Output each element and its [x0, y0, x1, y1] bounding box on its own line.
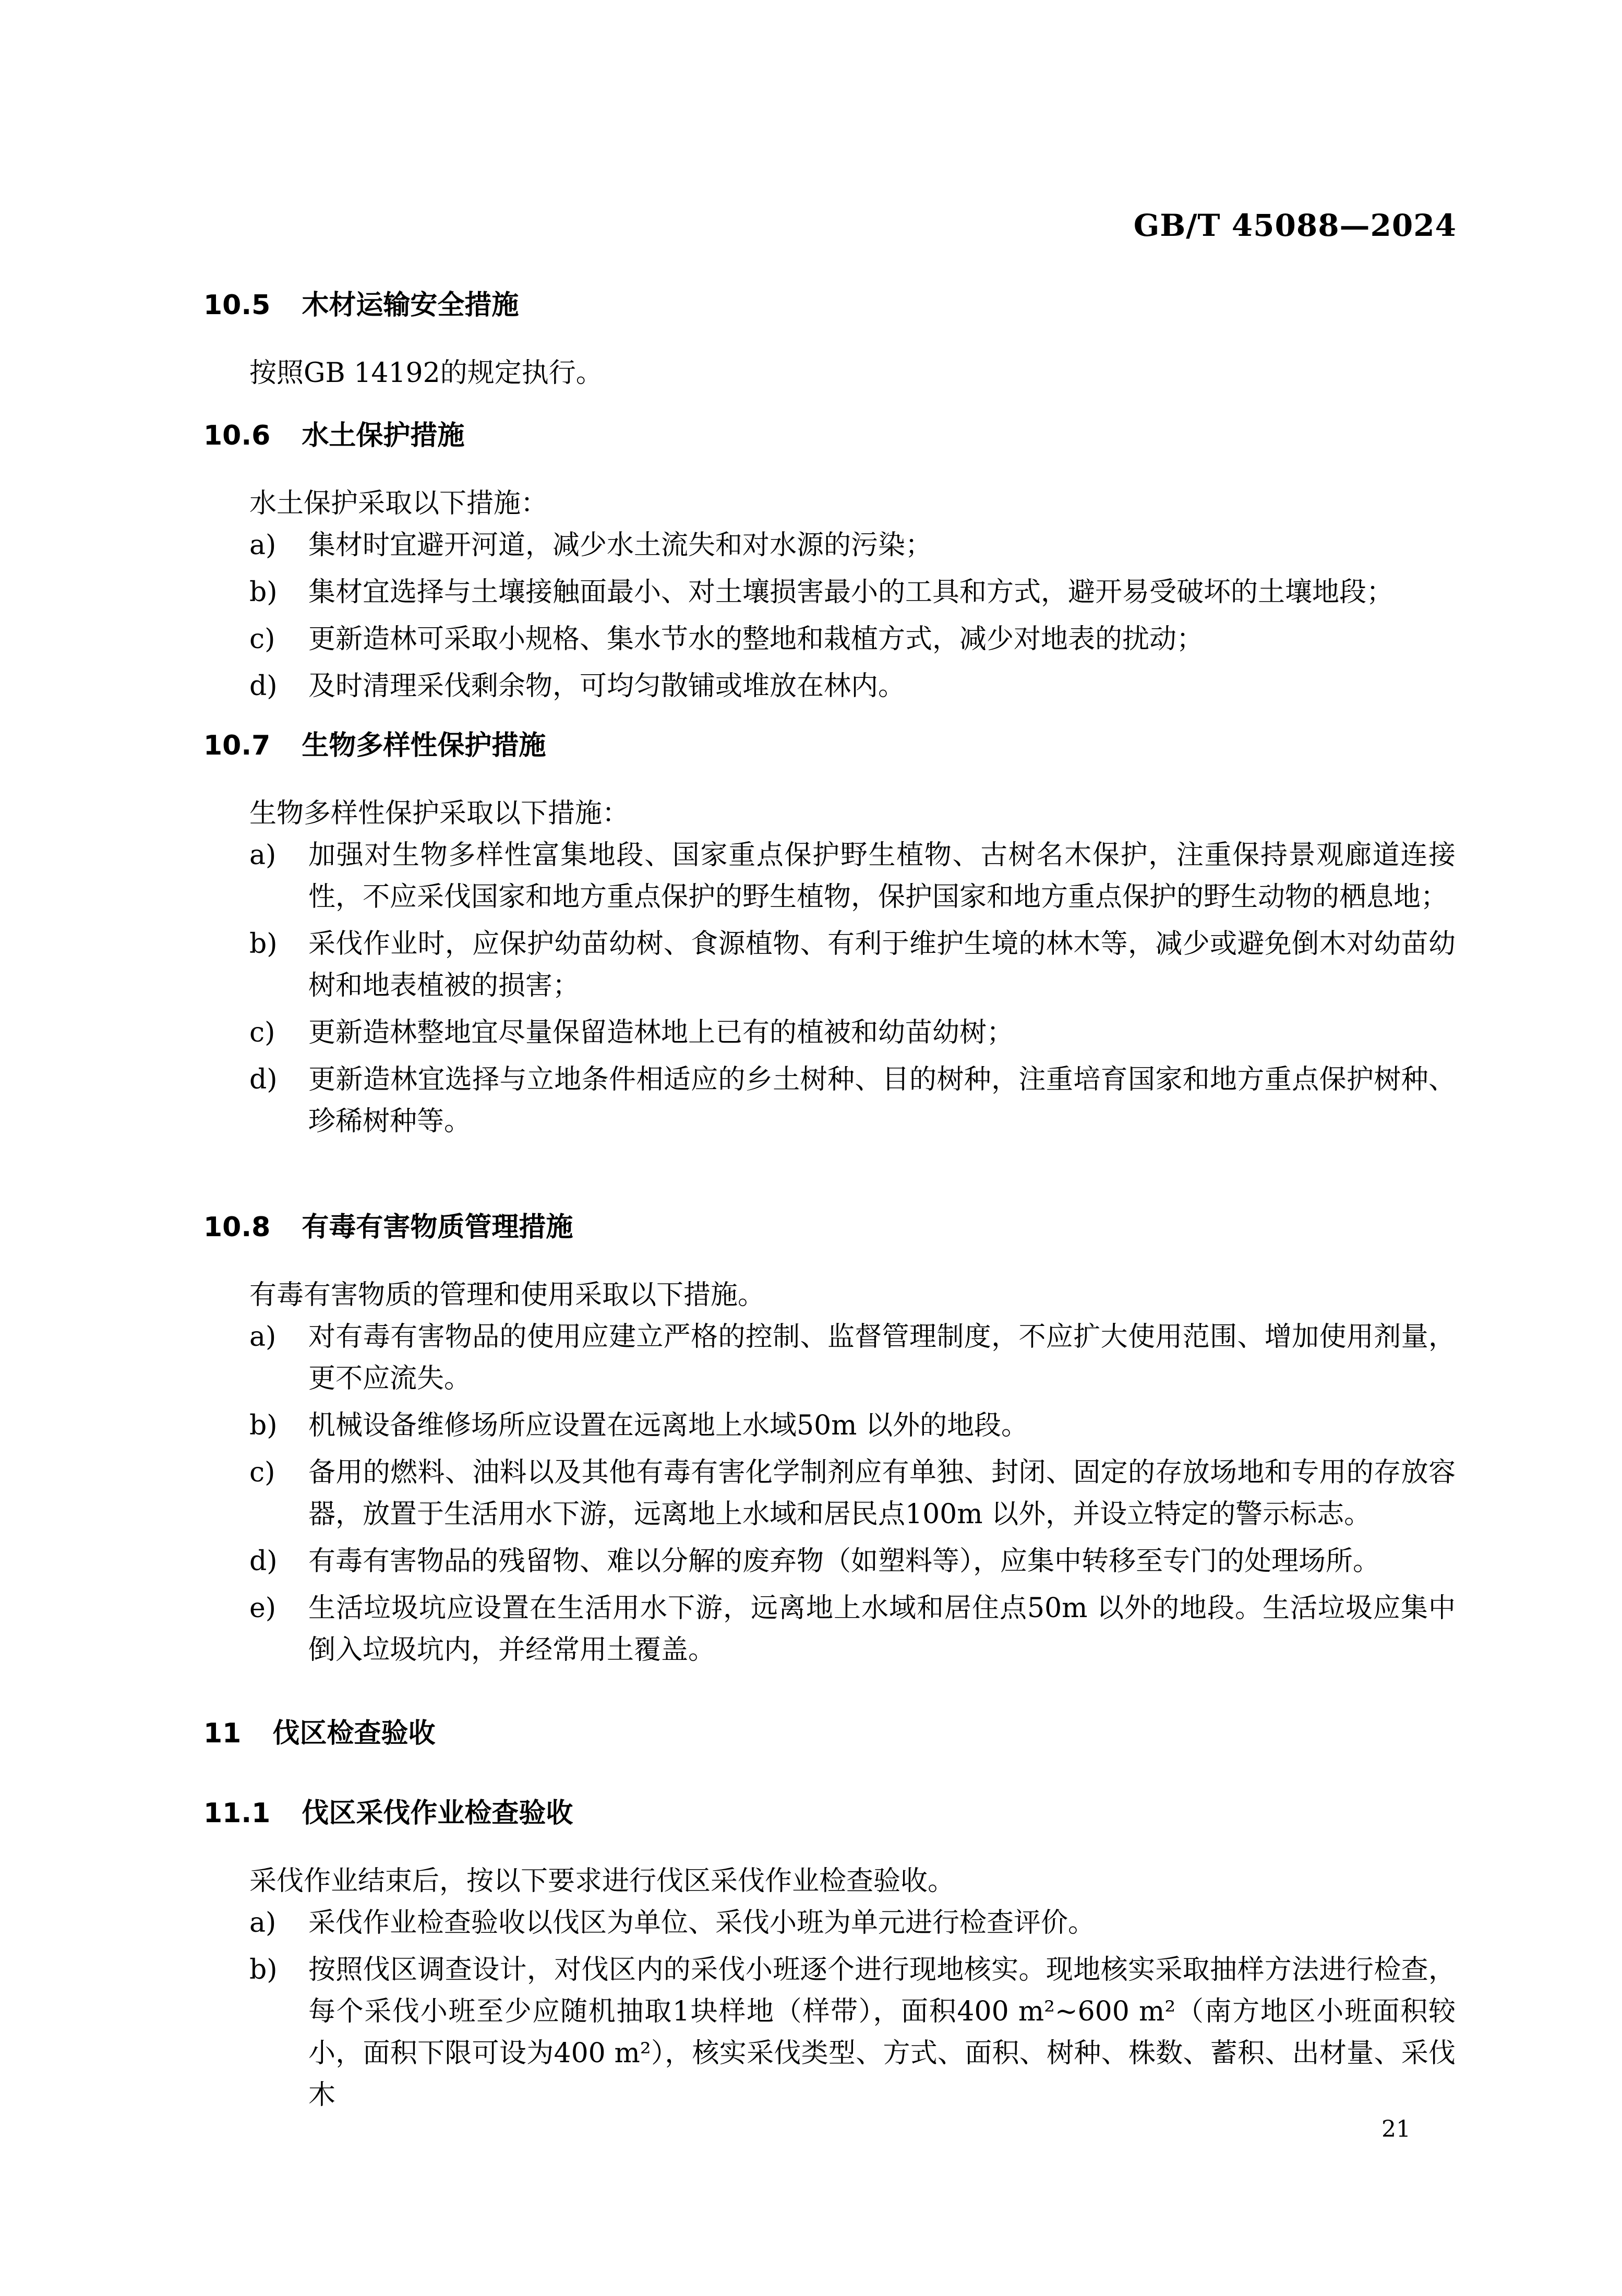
section-intro: 采伐作业结束后，按以下要求进行伐区采伐作业检查验收。 — [249, 1866, 955, 1897]
list-item-label: b) — [249, 928, 278, 960]
list-item — [203, 1587, 1456, 1671]
list-item-text: 及时清理采伐剩余物，可均匀散铺或堆放在林内。 — [308, 671, 906, 702]
section-heading — [203, 1713, 1456, 1754]
section-10-5 — [203, 284, 1456, 394]
list-item-text: 集材时宜避开河道，减少水土流失和对水源的污染； — [308, 530, 933, 561]
section-10-7 — [203, 725, 1456, 1147]
list-item — [203, 1452, 1456, 1535]
list-item-text: 机械设备维修场所应设置在远离地上水域50m 以外的地段。 — [308, 1410, 1029, 1441]
list-item — [203, 665, 1456, 707]
section-11 — [203, 1713, 1456, 1780]
list-item-text: 生活垃圾坑应设置在生活用水下游，远离地上水域和居住点50m 以外的地段。生活垃圾应集中倒入垃圾坑内，并经常用土覆盖。 — [308, 1593, 1456, 1666]
list-item-label: a) — [249, 530, 277, 561]
list-item-label: a) — [249, 840, 277, 871]
section-heading — [203, 1206, 1456, 1248]
section-heading — [203, 1792, 1456, 1834]
list-item-label: a) — [249, 1321, 277, 1353]
section-heading — [203, 284, 1456, 326]
list-item — [203, 1405, 1456, 1446]
list-item — [203, 618, 1456, 660]
list-item-text: 采伐作业检查验收以伐区为单位、采伐小班为单元进行检查评价。 — [308, 1907, 1096, 1939]
list-item-text: 采伐作业时，应保护幼苗幼树、食源植物、有利于维护生境的林木等，减少或避免倒木对幼苗幼树和地表植被的损害； — [308, 928, 1456, 1001]
list-item-label: c) — [249, 1457, 275, 1488]
list-item-label: a) — [249, 1907, 277, 1939]
section-number: 11.1 — [203, 1798, 271, 1829]
list-item — [203, 1902, 1456, 1944]
list-item-label: e) — [249, 1593, 277, 1624]
section-intro: 水土保护采取以下措施： — [249, 488, 548, 519]
list-item — [203, 1316, 1456, 1400]
list-item-text: 更新造林宜选择与立地条件相适应的乡土树种、目的树种，注重培育国家和地方重点保护树种、珍稀树种等。 — [308, 1064, 1456, 1137]
list-item-text: 集材宜选择与土壤接触面最小、对土壤损害最小的工具和方式，避开易受破坏的土壤地段； — [308, 577, 1394, 608]
list-item-text: 更新造林可采取小规格、集水节水的整地和栽植方式，减少对地表的扰动； — [308, 624, 1204, 655]
list-item-text: 有毒有害物品的残留物、难以分解的废弃物（如塑料等），应集中转移至专门的处理场所。 — [308, 1546, 1380, 1577]
list-item-label: d) — [249, 1064, 278, 1095]
page-number: 21 — [1381, 2116, 1411, 2143]
section-heading — [203, 725, 1456, 767]
section-title: 生物多样性保护措施 — [302, 730, 546, 761]
list-item — [203, 1540, 1456, 1582]
section-number: 10.5 — [203, 290, 271, 321]
section-title: 伐区检查验收 — [272, 1718, 436, 1749]
list-item — [203, 834, 1456, 918]
list-item-label: d) — [249, 671, 278, 702]
section-number: 10.8 — [203, 1212, 271, 1243]
section-intro: 按照GB 14192的规定执行。 — [249, 357, 603, 389]
list-item-text: 按照伐区调查设计，对伐区内的采伐小班逐个进行现地核实。现地核实采取抽样方法进行检查，每个采伐小班至少应随机抽取1块样地（样带），面积400 m²~600 m²（南方地区小班面积较小，面积下限可设为400 m²），核实采伐类型、方式、面积、树种、株数、蓄积、出材量、采伐木 — [308, 1954, 1456, 2111]
item-list — [203, 1316, 1456, 1671]
list-item — [203, 1012, 1456, 1054]
section-intro: 有毒有害物质的管理和使用采取以下措施。 — [249, 1279, 765, 1311]
section-10-8 — [203, 1206, 1456, 1676]
list-item-label: d) — [249, 1546, 278, 1577]
section-title: 木材运输安全措施 — [302, 290, 519, 321]
list-item-label: c) — [249, 1017, 275, 1048]
list-item-label: c) — [249, 624, 275, 655]
list-item-label: b) — [249, 1954, 278, 1986]
list-item — [203, 1949, 1456, 2116]
list-item — [203, 923, 1456, 1007]
list-item-label: b) — [249, 1410, 278, 1441]
item-list — [203, 524, 1456, 707]
item-list — [203, 834, 1456, 1142]
list-item — [203, 571, 1456, 613]
list-item-label: b) — [249, 577, 278, 608]
list-item — [203, 524, 1456, 566]
section-11-1 — [203, 1792, 1456, 2121]
section-title: 有毒有害物质管理措施 — [302, 1212, 573, 1243]
section-title: 水土保护措施 — [302, 420, 465, 451]
section-10-6 — [203, 415, 1456, 712]
item-list — [203, 1902, 1456, 2116]
list-item-text: 更新造林整地宜尽量保留造林地上已有的植被和幼苗幼树； — [308, 1017, 1014, 1048]
list-item-text: 对有毒有害物品的使用应建立严格的控制、监督管理制度，不应扩大使用范围、增加使用剂量，更不应流失。 — [308, 1321, 1456, 1394]
section-number: 10.6 — [203, 420, 271, 451]
section-heading — [203, 415, 1456, 457]
section-number: 11 — [203, 1718, 242, 1749]
list-item — [203, 1059, 1456, 1142]
list-item-text: 加强对生物多样性富集地段、国家重点保护野生植物、古树名木保护，注重保持景观廊道连接性，不应采伐国家和地方重点保护的野生植物，保护国家和地方重点保护的野生动物的栖息地； — [308, 840, 1456, 913]
standard-number-header: GB/T 45088—2024 — [1133, 208, 1457, 243]
section-intro: 生物多样性保护采取以下措施： — [249, 798, 630, 829]
section-number: 10.7 — [203, 730, 271, 761]
list-item-text: 备用的燃料、油料以及其他有毒有害化学制剂应有单独、封闭、固定的存放场地和专用的存放容器，放置于生活用水下游，远离地上水域和居民点100m 以外，并设立特定的警示标志。 — [308, 1457, 1456, 1530]
section-title: 伐区采伐作业检查验收 — [302, 1798, 573, 1829]
